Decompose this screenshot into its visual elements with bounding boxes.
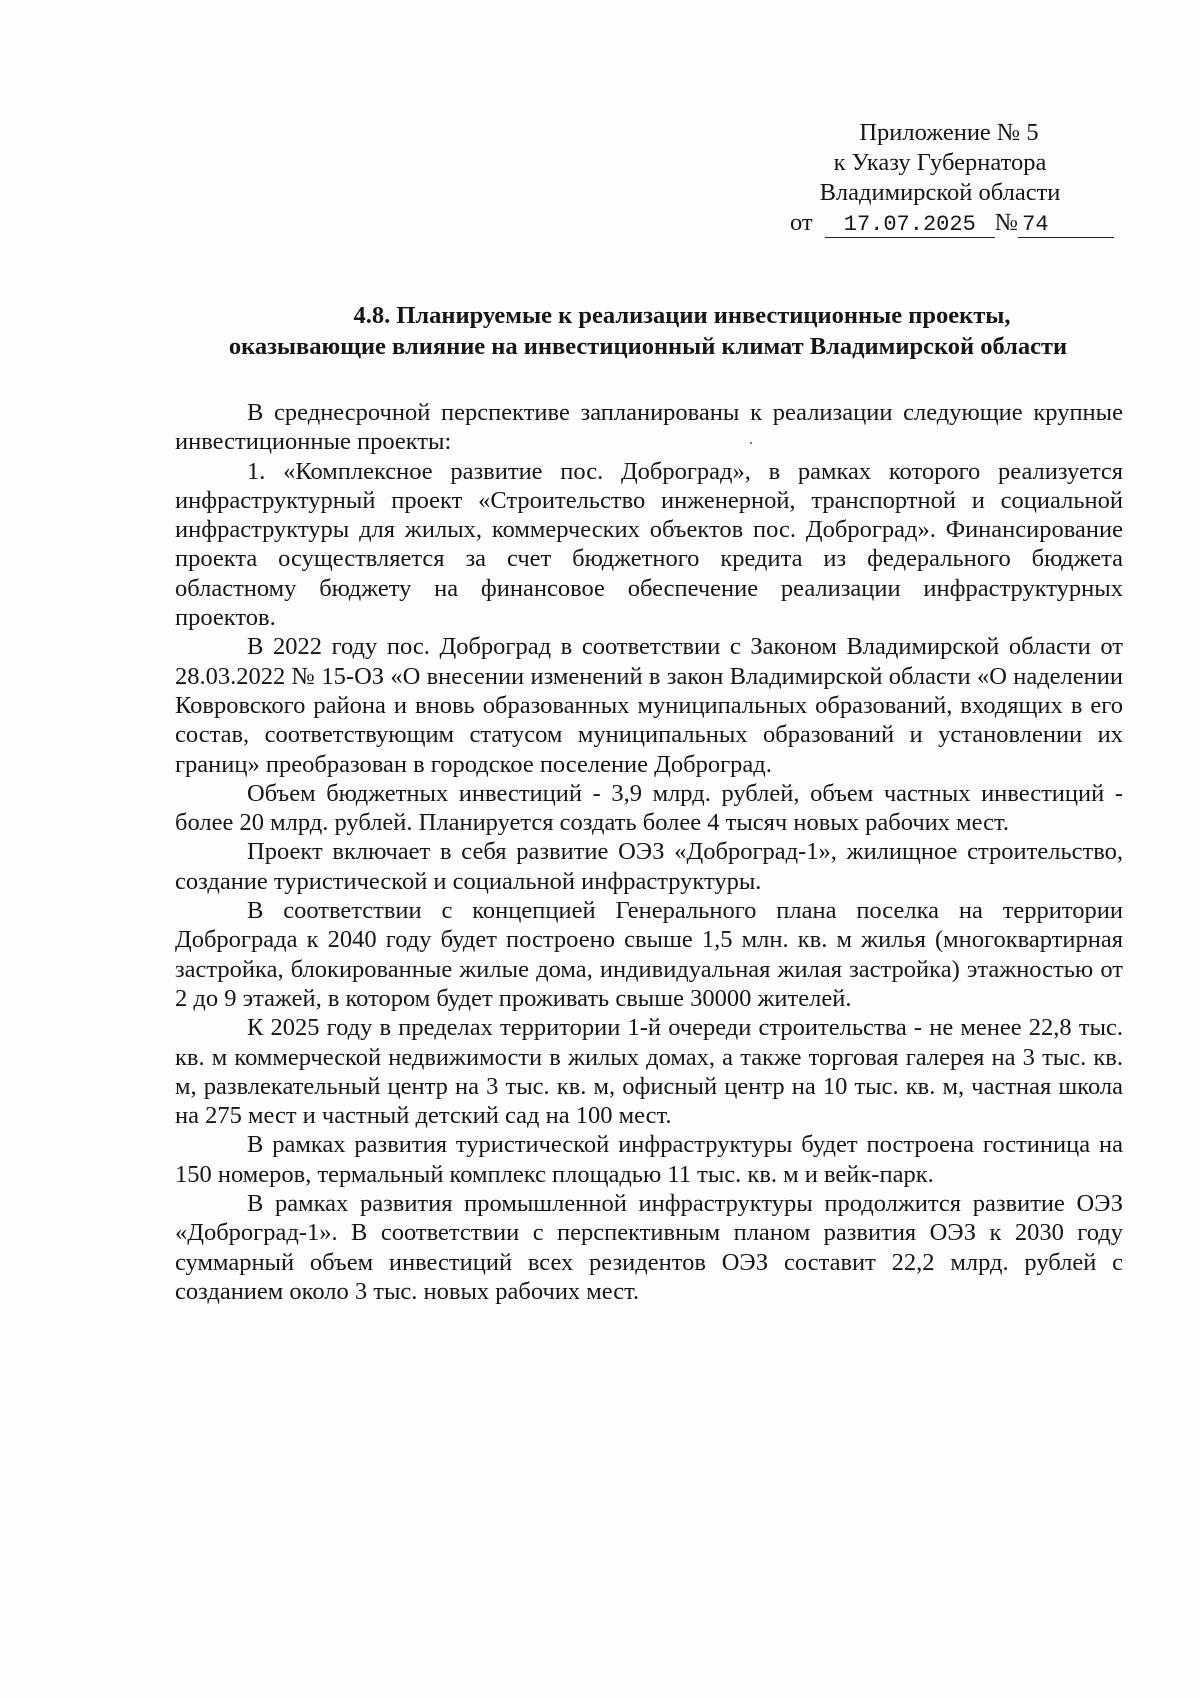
appendix-number: Приложение № 5 xyxy=(859,119,1039,146)
document-body xyxy=(175,398,1123,1306)
paragraph-law-2022: В 2022 году пос. Доброград в соответствии с Законом Владимирской области от 28.03.2022 № 15-ОЗ «О внесении изменений в закон Владимирской области «О наделении Ковровского района и вновь образованных муниципальных образований, входящих в его состав, соответствующим статусом муниципальных образований и установлении их границ» преобразован в городское поселение Доброград. xyxy=(175,633,1123,778)
decree-date: 17.07.2025 xyxy=(825,213,995,238)
heading-line-2: оказывающие влияние на инвестиционный климат Владимирской области xyxy=(228,333,1068,360)
paragraph-intro: В среднесрочной перспективе запланированы к реализации следующие крупные инвестиционные проекты: xyxy=(175,399,1123,456)
paragraph-project-1: 1. «Комплексное развитие пос. Доброград», в рамках которого реализуется инфраструктурный проект «Строительство инженерной, транспортной и социальной инфраструктуры для жилых, коммерческих объектов пос. Доброград». Финансирование проекта осуществляется за счет бюджетного кредита из федерального бюджета областному бюджету на финансовое обеспечение реализации инфраструктурных проектов. xyxy=(175,457,1123,632)
paragraph-project-scope: Проект включает в себя развитие ОЭЗ «Доброград-1», жилищное строительство, создание туристической и социальной инфраструктуры. xyxy=(175,838,1123,895)
paragraph-2025-targets: К 2025 году в пределах территории 1-й очереди строительства - не менее 22,8 тыс. кв. м коммерческой недвижимости в жилых домах, а также торговая галерея на 3 тыс. кв. м, развлекательный центр на 3 тыс. кв. м, офисный центр на 10 тыс. кв. м, частная школа на 275 мест и частный детский сад на 100 мест. xyxy=(175,1014,1123,1130)
date-prefix: от xyxy=(790,209,813,236)
number-label: № xyxy=(994,209,1019,236)
paragraph-tourism: В рамках развития туристической инфраструктуры будет построена гостиница на 150 номеров, термальный комплекс площадью 11 тыс. кв. м и вейк-парк. xyxy=(175,1131,1123,1188)
appendix-date-line xyxy=(760,208,1120,238)
appendix-region: Владимирской области xyxy=(819,179,1061,206)
appendix-block xyxy=(760,118,1120,238)
paragraph-investments: Объем бюджетных инвестиций - 3,9 млрд. рублей, объем частных инвестиций - более 20 млрд. рублей. Планируется создать более 4 тысяч новых рабочих мест. xyxy=(175,779,1123,837)
paragraph-general-plan: В соответствии с концепцией Генерального плана поселка на территории Доброграда к 2040 году будет построено свыше 1,5 млн. кв. м жилья (многоквартирная застройка, блокированные жилые дома, индивидуальная жилая застройка) этажностью от 2 до 9 этажей, в котором будет проживать свыше 30000 жителей. xyxy=(175,897,1123,1012)
appendix-decree-ref: к Указу Губернатора xyxy=(833,149,1047,176)
heading-line-1: 4.8. Планируемые к реализации инвестиционные проекты, xyxy=(353,302,1011,329)
decree-number: 74 xyxy=(1018,213,1114,238)
paragraph-industry: В рамках развития промышленной инфраструктуры продолжится развитие ОЭЗ «Доброград-1». В соответствии с перспективным планом развития ОЭЗ к 2030 году суммарный объем инвестиций всех резидентов ОЭЗ составит 22,2 млрд. рублей с созданием около 3 тыс. новых рабочих мест. xyxy=(175,1190,1123,1305)
section-heading xyxy=(168,300,1128,362)
